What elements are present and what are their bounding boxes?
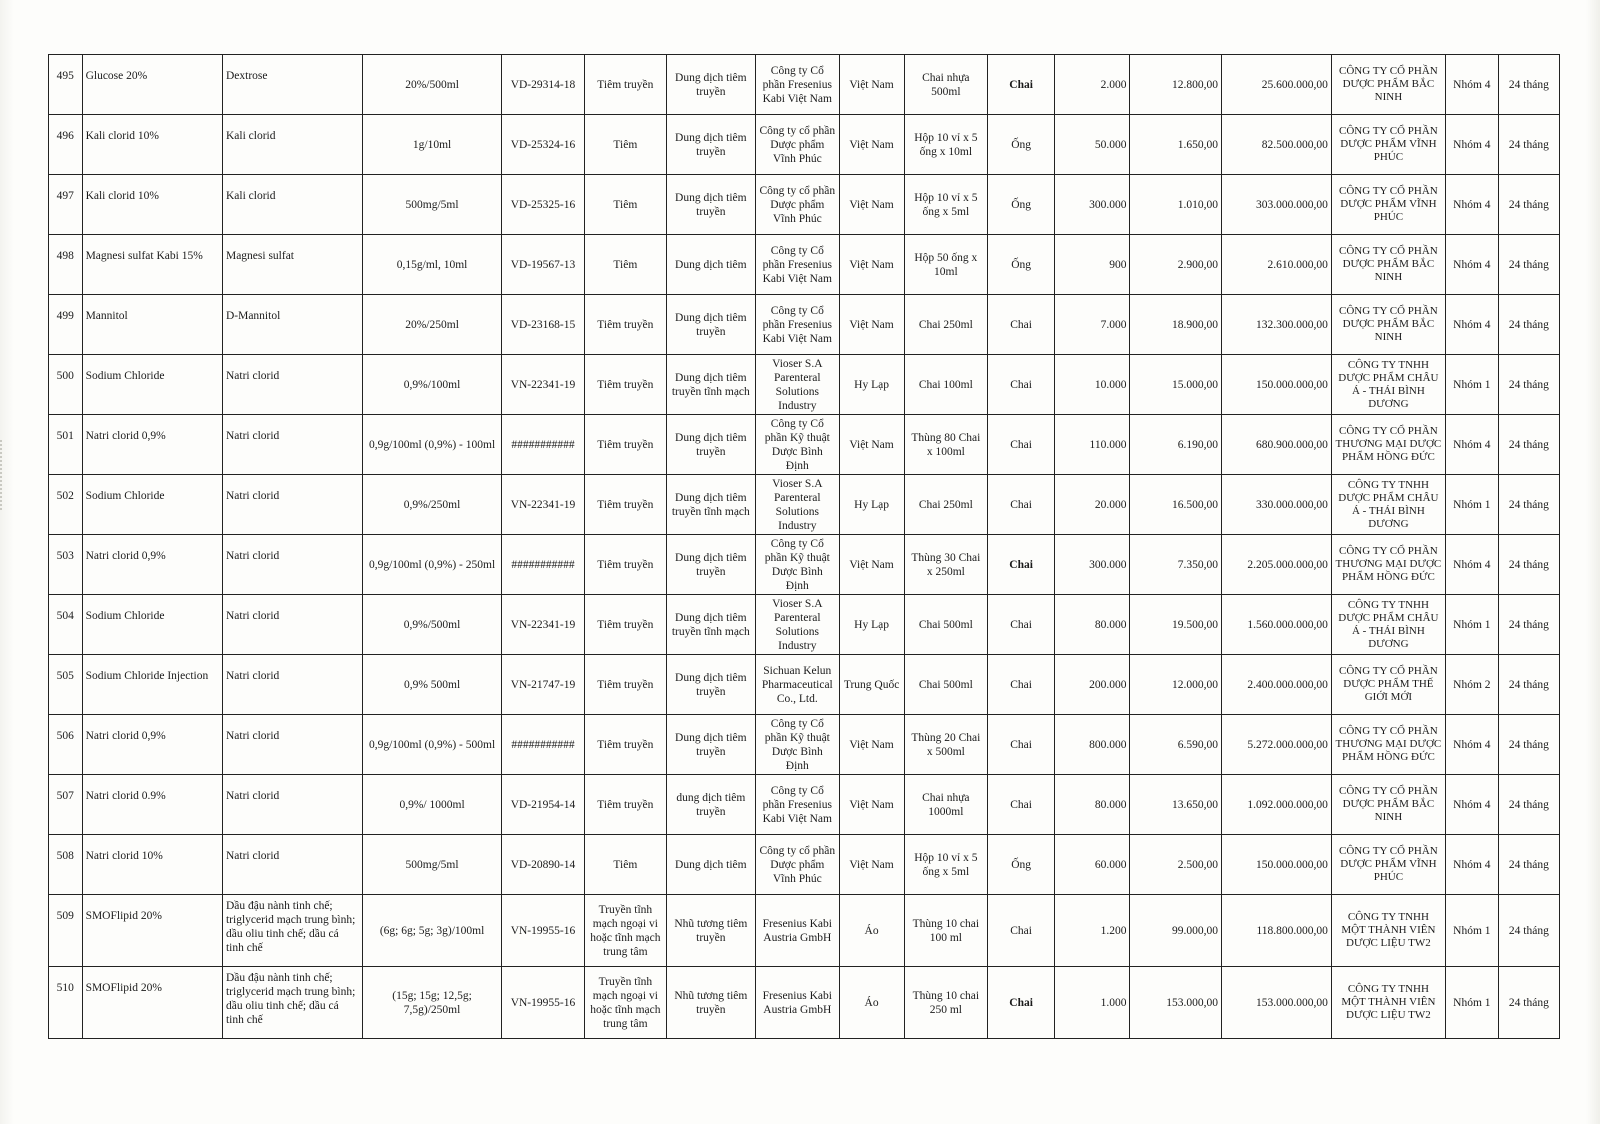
drug-name-cell: Sodium Chloride (82, 475, 222, 535)
unit-price-cell: 153.000,00 (1130, 967, 1222, 1039)
group-cell: Nhóm 4 (1445, 295, 1498, 355)
drug-name-cell: Kali clorid 10% (82, 115, 222, 175)
packaging-cell: Chai 500ml (904, 595, 987, 655)
unit-cell: Chai (988, 475, 1055, 535)
registration-number-cell: ########### (501, 415, 584, 475)
quantity-cell: 7.000 (1055, 295, 1130, 355)
unit-cell: Ống (988, 835, 1055, 895)
country-cell: Trung Quốc (839, 655, 904, 715)
registration-number-cell: VN-22341-19 (501, 475, 584, 535)
table-row (49, 295, 1560, 355)
dosage-form-cell: Dung dịch tiêm truyền tĩnh mạch (666, 355, 756, 415)
route-cell: Tiêm truyền (585, 55, 666, 115)
unit-cell: Chai (988, 55, 1055, 115)
concentration-cell: 0,9% 500ml (363, 655, 501, 715)
registration-number-cell: VN-21747-19 (501, 655, 584, 715)
total-amount-cell: 2.610.000,00 (1222, 235, 1332, 295)
quantity-cell: 1.200 (1055, 895, 1130, 967)
stt-cell: 503 (49, 535, 83, 595)
dosage-form-cell: Nhũ tương tiêm truyền (666, 895, 756, 967)
table-row (49, 835, 1560, 895)
supplier-cell: CÔNG TY CỔ PHẦN DƯỢC PHẨM BẮC NINH (1331, 775, 1445, 835)
concentration-cell: (6g; 6g; 5g; 3g)/100ml (363, 895, 501, 967)
drug-name-cell: SMOFlipid 20% (82, 967, 222, 1039)
dosage-form-cell: Dung dịch tiêm truyền tĩnh mạch (666, 475, 756, 535)
active-ingredient-cell: Natri clorid (222, 835, 362, 895)
registration-number-cell: VD-20890-14 (501, 835, 584, 895)
unit-price-cell: 6.590,00 (1130, 715, 1222, 775)
route-cell: Tiêm truyền (585, 655, 666, 715)
unit-price-cell: 12.800,00 (1130, 55, 1222, 115)
dosage-form-cell: Dung dịch tiêm truyền (666, 415, 756, 475)
drug-name-cell: Glucose 20% (82, 55, 222, 115)
unit-cell: Ống (988, 115, 1055, 175)
dosage-form-cell: Dung dịch tiêm truyền (666, 715, 756, 775)
dosage-form-cell: Dung dịch tiêm (666, 235, 756, 295)
manufacturer-cell: Vioser S.A Parenteral Solutions Industry (756, 475, 839, 535)
drug-name-cell: Natri clorid 0,9% (82, 715, 222, 775)
shelf-term-cell: 24 tháng (1498, 355, 1559, 415)
group-cell: Nhóm 4 (1445, 775, 1498, 835)
unit-price-cell: 99.000,00 (1130, 895, 1222, 967)
drug-name-cell: Sodium Chloride (82, 595, 222, 655)
drug-name-cell: Sodium Chloride Injection (82, 655, 222, 715)
unit-cell: Chai (988, 655, 1055, 715)
stt-cell: 498 (49, 235, 83, 295)
dosage-form-cell: dung dịch tiêm truyền (666, 775, 756, 835)
shelf-term-cell: 24 tháng (1498, 415, 1559, 475)
dosage-form-cell: Dung dịch tiêm (666, 835, 756, 895)
concentration-cell: 0,9%/ 1000ml (363, 775, 501, 835)
concentration-cell: 20%/250ml (363, 295, 501, 355)
quantity-cell: 2.000 (1055, 55, 1130, 115)
drug-name-cell: Natri clorid 0,9% (82, 535, 222, 595)
total-amount-cell: 153.000.000,00 (1222, 967, 1332, 1039)
unit-price-cell: 1.650,00 (1130, 115, 1222, 175)
supplier-cell: CÔNG TY CỔ PHẦN THƯƠNG MẠI DƯỢC PHẨM HỒNG ĐỨC (1331, 715, 1445, 775)
active-ingredient-cell: Dầu đậu nành tinh chế; triglycerid mạch trung bình; dầu oliu tinh chế; dầu cá tinh chế (222, 967, 362, 1039)
table-row (49, 235, 1560, 295)
shelf-term-cell: 24 tháng (1498, 835, 1559, 895)
route-cell: Tiêm truyền (585, 715, 666, 775)
supplier-cell: CÔNG TY CỔ PHẦN DƯỢC PHẨM VĨNH PHÚC (1331, 175, 1445, 235)
registration-number-cell: VN-22341-19 (501, 355, 584, 415)
packaging-cell: Hộp 10 vỉ x 5 ống x 5ml (904, 175, 987, 235)
shelf-term-cell: 24 tháng (1498, 967, 1559, 1039)
unit-price-cell: 1.010,00 (1130, 175, 1222, 235)
registration-number-cell: VN-19955-16 (501, 895, 584, 967)
packaging-cell: Chai 250ml (904, 295, 987, 355)
stt-cell: 507 (49, 775, 83, 835)
packaging-cell: Thùng 10 chai 250 ml (904, 967, 987, 1039)
registration-number-cell: ########### (501, 715, 584, 775)
supplier-cell: CÔNG TY CỔ PHẦN DƯỢC PHẨM VĨNH PHÚC (1331, 835, 1445, 895)
unit-cell: Ống (988, 175, 1055, 235)
active-ingredient-cell: Natri clorid (222, 775, 362, 835)
packaging-cell: Hộp 50 ống x 10ml (904, 235, 987, 295)
unit-cell: Chai (988, 775, 1055, 835)
unit-price-cell: 13.650,00 (1130, 775, 1222, 835)
shelf-term-cell: 24 tháng (1498, 55, 1559, 115)
concentration-cell: 0,9%/100ml (363, 355, 501, 415)
stt-cell: 501 (49, 415, 83, 475)
active-ingredient-cell: Dextrose (222, 55, 362, 115)
table-row (49, 895, 1560, 967)
group-cell: Nhóm 4 (1445, 115, 1498, 175)
drug-table-sheet (48, 54, 1560, 1039)
country-cell: Áo (839, 967, 904, 1039)
concentration-cell: 0,9g/100ml (0,9%) - 500ml (363, 715, 501, 775)
route-cell: Tiêm truyền (585, 355, 666, 415)
route-cell: Truyền tĩnh mạch ngoại vi hoặc tĩnh mạch trung tâm (585, 967, 666, 1039)
quantity-cell: 60.000 (1055, 835, 1130, 895)
manufacturer-cell: Công ty cổ phần Dược phẩm Vĩnh Phúc (756, 175, 839, 235)
packaging-cell: Thùng 80 Chai x 100ml (904, 415, 987, 475)
packaging-cell: Chai 250ml (904, 475, 987, 535)
supplier-cell: CÔNG TY CỔ PHẦN DƯỢC PHẨM VĨNH PHÚC (1331, 115, 1445, 175)
drug-name-cell: Natri clorid 0.9% (82, 775, 222, 835)
quantity-cell: 20.000 (1055, 475, 1130, 535)
country-cell: Hy Lạp (839, 355, 904, 415)
concentration-cell: 1g/10ml (363, 115, 501, 175)
drug-table (48, 54, 1560, 1039)
packaging-cell: Thùng 20 Chai x 500ml (904, 715, 987, 775)
packaging-cell: Hộp 10 vỉ x 5 ống x 10ml (904, 115, 987, 175)
country-cell: Việt Nam (839, 415, 904, 475)
concentration-cell: 0,9%/250ml (363, 475, 501, 535)
manufacturer-cell: Công ty cổ phần Dược phẩm Vĩnh Phúc (756, 115, 839, 175)
shelf-term-cell: 24 tháng (1498, 895, 1559, 967)
supplier-cell: CÔNG TY TNHH MỘT THÀNH VIÊN DƯỢC LIỆU TW2 (1331, 967, 1445, 1039)
total-amount-cell: 680.900.000,00 (1222, 415, 1332, 475)
stt-cell: 509 (49, 895, 83, 967)
supplier-cell: CÔNG TY TNHH MỘT THÀNH VIÊN DƯỢC LIỆU TW2 (1331, 895, 1445, 967)
concentration-cell: 0,9%/500ml (363, 595, 501, 655)
table-row (49, 115, 1560, 175)
country-cell: Việt Nam (839, 715, 904, 775)
total-amount-cell: 150.000.000,00 (1222, 355, 1332, 415)
manufacturer-cell: Công ty Cổ phần Kỹ thuật Dược Bình Định (756, 415, 839, 475)
shelf-term-cell: 24 tháng (1498, 475, 1559, 535)
manufacturer-cell: Fresenius Kabi Austria GmbH (756, 895, 839, 967)
red-stamp-fragment (1586, 618, 1600, 738)
concentration-cell: (15g; 15g; 12,5g; 7,5g)/250ml (363, 967, 501, 1039)
manufacturer-cell: Công ty cổ phần Dược phẩm Vĩnh Phúc (756, 835, 839, 895)
total-amount-cell: 303.000.000,00 (1222, 175, 1332, 235)
registration-number-cell: ########### (501, 535, 584, 595)
concentration-cell: 0,9g/100ml (0,9%) - 100ml (363, 415, 501, 475)
quantity-cell: 1.000 (1055, 967, 1130, 1039)
active-ingredient-cell: Natri clorid (222, 475, 362, 535)
quantity-cell: 800.000 (1055, 715, 1130, 775)
active-ingredient-cell: Dầu đậu nành tinh chế; triglycerid mạch trung bình; dầu oliu tinh chế; dầu cá tinh chế (222, 895, 362, 967)
registration-number-cell: VD-21954-14 (501, 775, 584, 835)
route-cell: Tiêm truyền (585, 535, 666, 595)
total-amount-cell: 132.300.000,00 (1222, 295, 1332, 355)
supplier-cell: CÔNG TY CỔ PHẦN THƯƠNG MẠI DƯỢC PHẨM HỒNG ĐỨC (1331, 535, 1445, 595)
table-row (49, 55, 1560, 115)
unit-cell: Chai (988, 595, 1055, 655)
group-cell: Nhóm 4 (1445, 835, 1498, 895)
route-cell: Tiêm (585, 235, 666, 295)
unit-cell: Chai (988, 355, 1055, 415)
route-cell: Tiêm (585, 175, 666, 235)
unit-price-cell: 12.000,00 (1130, 655, 1222, 715)
unit-cell: Chai (988, 895, 1055, 967)
drug-name-cell: Magnesi sulfat Kabi 15% (82, 235, 222, 295)
active-ingredient-cell: Natri clorid (222, 715, 362, 775)
supplier-cell: CÔNG TY CỔ PHẦN DƯỢC PHẨM BẮC NINH (1331, 55, 1445, 115)
quantity-cell: 300.000 (1055, 535, 1130, 595)
unit-price-cell: 18.900,00 (1130, 295, 1222, 355)
manufacturer-cell: Công ty Cổ phần Fresenius Kabi Việt Nam (756, 295, 839, 355)
shelf-term-cell: 24 tháng (1498, 115, 1559, 175)
route-cell: Tiêm (585, 115, 666, 175)
dosage-form-cell: Nhũ tương tiêm truyền (666, 967, 756, 1039)
manufacturer-cell: Vioser S.A Parenteral Solutions Industry (756, 595, 839, 655)
shelf-term-cell: 24 tháng (1498, 655, 1559, 715)
drug-name-cell: Mannitol (82, 295, 222, 355)
total-amount-cell: 1.092.000.000,00 (1222, 775, 1332, 835)
stt-cell: 506 (49, 715, 83, 775)
table-row (49, 775, 1560, 835)
group-cell: Nhóm 4 (1445, 715, 1498, 775)
group-cell: Nhóm 4 (1445, 415, 1498, 475)
dosage-form-cell: Dung dịch tiêm truyền (666, 115, 756, 175)
supplier-cell: CÔNG TY CỔ PHẦN THƯƠNG MẠI DƯỢC PHẨM HỒNG ĐỨC (1331, 415, 1445, 475)
group-cell: Nhóm 1 (1445, 355, 1498, 415)
unit-cell: Ống (988, 235, 1055, 295)
country-cell: Hy Lạp (839, 475, 904, 535)
total-amount-cell: 330.000.000,00 (1222, 475, 1332, 535)
country-cell: Áo (839, 895, 904, 967)
drug-name-cell: Natri clorid 10% (82, 835, 222, 895)
quantity-cell: 110.000 (1055, 415, 1130, 475)
dosage-form-cell: Dung dịch tiêm truyền (666, 535, 756, 595)
route-cell: Tiêm truyền (585, 475, 666, 535)
country-cell: Việt Nam (839, 835, 904, 895)
supplier-cell: CÔNG TY CỔ PHẦN DƯỢC PHẨM BẮC NINH (1331, 295, 1445, 355)
stt-cell: 497 (49, 175, 83, 235)
stt-cell: 502 (49, 475, 83, 535)
drug-name-cell: Kali clorid 10% (82, 175, 222, 235)
concentration-cell: 20%/500ml (363, 55, 501, 115)
quantity-cell: 80.000 (1055, 595, 1130, 655)
supplier-cell: CÔNG TY TNHH DƯỢC PHẨM CHÂU Á - THÁI BÌNH DƯƠNG (1331, 595, 1445, 655)
manufacturer-cell: Fresenius Kabi Austria GmbH (756, 967, 839, 1039)
shelf-term-cell: 24 tháng (1498, 295, 1559, 355)
active-ingredient-cell: Natri clorid (222, 415, 362, 475)
packaging-cell: Chai 100ml (904, 355, 987, 415)
unit-cell: Chai (988, 715, 1055, 775)
group-cell: Nhóm 4 (1445, 235, 1498, 295)
supplier-cell: CÔNG TY CỔ PHẦN DƯỢC PHẨM THẾ GIỚI MỚI (1331, 655, 1445, 715)
supplier-cell: CÔNG TY TNHH DƯỢC PHẨM CHÂU Á - THÁI BÌNH DƯƠNG (1331, 355, 1445, 415)
unit-price-cell: 6.190,00 (1130, 415, 1222, 475)
route-cell: Tiêm truyền (585, 295, 666, 355)
concentration-cell: 500mg/5ml (363, 835, 501, 895)
stt-cell: 504 (49, 595, 83, 655)
active-ingredient-cell: Natri clorid (222, 655, 362, 715)
dosage-form-cell: Dung dịch tiêm truyền (666, 55, 756, 115)
dosage-form-cell: Dung dịch tiêm truyền tĩnh mạch (666, 595, 756, 655)
country-cell: Việt Nam (839, 55, 904, 115)
total-amount-cell: 25.600.000,00 (1222, 55, 1332, 115)
unit-price-cell: 19.500,00 (1130, 595, 1222, 655)
packaging-cell: Hộp 10 vỉ x 5 ống x 5ml (904, 835, 987, 895)
group-cell: Nhóm 1 (1445, 895, 1498, 967)
manufacturer-cell: Vioser S.A Parenteral Solutions Industry (756, 355, 839, 415)
supplier-cell: CÔNG TY TNHH DƯỢC PHẨM CHÂU Á - THÁI BÌNH DƯƠNG (1331, 475, 1445, 535)
packaging-cell: Thùng 10 chai 100 ml (904, 895, 987, 967)
manufacturer-cell: Công ty Cổ phần Fresenius Kabi Việt Nam (756, 775, 839, 835)
concentration-cell: 0,9g/100ml (0,9%) - 250ml (363, 535, 501, 595)
unit-price-cell: 2.500,00 (1130, 835, 1222, 895)
manufacturer-cell: Sichuan Kelun Pharmaceutical Co., Ltd. (756, 655, 839, 715)
manufacturer-cell: Công ty Cổ phần Fresenius Kabi Việt Nam (756, 55, 839, 115)
country-cell: Việt Nam (839, 115, 904, 175)
shelf-term-cell: 24 tháng (1498, 175, 1559, 235)
unit-price-cell: 7.350,00 (1130, 535, 1222, 595)
unit-price-cell: 15.000,00 (1130, 355, 1222, 415)
stt-cell: 499 (49, 295, 83, 355)
group-cell: Nhóm 4 (1445, 535, 1498, 595)
unit-cell: Chai (988, 295, 1055, 355)
stt-cell: 510 (49, 967, 83, 1039)
stt-cell: 495 (49, 55, 83, 115)
registration-number-cell: VD-29314-18 (501, 55, 584, 115)
packaging-cell: Chai 500ml (904, 655, 987, 715)
total-amount-cell: 82.500.000,00 (1222, 115, 1332, 175)
manufacturer-cell: Công ty Cổ phần Kỹ thuật Dược Bình Định (756, 715, 839, 775)
active-ingredient-cell: Natri clorid (222, 595, 362, 655)
drug-name-cell: SMOFlipid 20% (82, 895, 222, 967)
table-row (49, 967, 1560, 1039)
country-cell: Việt Nam (839, 295, 904, 355)
group-cell: Nhóm 4 (1445, 55, 1498, 115)
group-cell: Nhóm 2 (1445, 655, 1498, 715)
packaging-cell: Chai nhựa 1000ml (904, 775, 987, 835)
stt-cell: 496 (49, 115, 83, 175)
dosage-form-cell: Dung dịch tiêm truyền (666, 295, 756, 355)
table-row (49, 475, 1560, 535)
quantity-cell: 900 (1055, 235, 1130, 295)
quantity-cell: 10.000 (1055, 355, 1130, 415)
quantity-cell: 50.000 (1055, 115, 1130, 175)
registration-number-cell: VN-22341-19 (501, 595, 584, 655)
unit-cell: Chai (988, 535, 1055, 595)
route-cell: Tiêm truyền (585, 595, 666, 655)
stt-cell: 500 (49, 355, 83, 415)
active-ingredient-cell: Natri clorid (222, 535, 362, 595)
drug-name-cell: Sodium Chloride (82, 355, 222, 415)
group-cell: Nhóm 4 (1445, 175, 1498, 235)
active-ingredient-cell: D-Mannitol (222, 295, 362, 355)
dosage-form-cell: Dung dịch tiêm truyền (666, 655, 756, 715)
registration-number-cell: VD-25325-16 (501, 175, 584, 235)
total-amount-cell: 2.400.000.000,00 (1222, 655, 1332, 715)
packaging-cell: Thùng 30 Chai x 250ml (904, 535, 987, 595)
unit-cell: Chai (988, 967, 1055, 1039)
active-ingredient-cell: Kali clorid (222, 175, 362, 235)
shelf-term-cell: 24 tháng (1498, 235, 1559, 295)
country-cell: Việt Nam (839, 535, 904, 595)
unit-price-cell: 2.900,00 (1130, 235, 1222, 295)
concentration-cell: 0,15g/ml, 10ml (363, 235, 501, 295)
registration-number-cell: VD-19567-13 (501, 235, 584, 295)
quantity-cell: 200.000 (1055, 655, 1130, 715)
route-cell: Tiêm truyền (585, 415, 666, 475)
drug-name-cell: Natri clorid 0,9% (82, 415, 222, 475)
table-row (49, 655, 1560, 715)
supplier-cell: CÔNG TY CỔ PHẦN DƯỢC PHẨM BẮC NINH (1331, 235, 1445, 295)
group-cell: Nhóm 1 (1445, 475, 1498, 535)
total-amount-cell: 2.205.000.000,00 (1222, 535, 1332, 595)
stt-cell: 505 (49, 655, 83, 715)
concentration-cell: 500mg/5ml (363, 175, 501, 235)
scan-edge-mark (0, 440, 10, 510)
table-row (49, 715, 1560, 775)
active-ingredient-cell: Magnesi sulfat (222, 235, 362, 295)
country-cell: Hy Lạp (839, 595, 904, 655)
group-cell: Nhóm 1 (1445, 967, 1498, 1039)
table-row (49, 595, 1560, 655)
table-row (49, 175, 1560, 235)
packaging-cell: Chai nhựa 500ml (904, 55, 987, 115)
stt-cell: 508 (49, 835, 83, 895)
total-amount-cell: 118.800.000,00 (1222, 895, 1332, 967)
registration-number-cell: VD-25324-16 (501, 115, 584, 175)
total-amount-cell: 5.272.000.000,00 (1222, 715, 1332, 775)
group-cell: Nhóm 1 (1445, 595, 1498, 655)
table-body (49, 55, 1560, 1039)
manufacturer-cell: Công ty Cổ phần Fresenius Kabi Việt Nam (756, 235, 839, 295)
quantity-cell: 80.000 (1055, 775, 1130, 835)
shelf-term-cell: 24 tháng (1498, 535, 1559, 595)
route-cell: Tiêm (585, 835, 666, 895)
shelf-term-cell: 24 tháng (1498, 595, 1559, 655)
country-cell: Việt Nam (839, 175, 904, 235)
country-cell: Việt Nam (839, 235, 904, 295)
country-cell: Việt Nam (839, 775, 904, 835)
shelf-term-cell: 24 tháng (1498, 715, 1559, 775)
dosage-form-cell: Dung dịch tiêm truyền (666, 175, 756, 235)
manufacturer-cell: Công ty Cổ phần Kỹ thuật Dược Bình Định (756, 535, 839, 595)
total-amount-cell: 1.560.000.000,00 (1222, 595, 1332, 655)
unit-price-cell: 16.500,00 (1130, 475, 1222, 535)
unit-cell: Chai (988, 415, 1055, 475)
route-cell: Tiêm truyền (585, 775, 666, 835)
route-cell: Truyền tĩnh mạch ngoại vi hoặc tĩnh mạch trung tâm (585, 895, 666, 967)
active-ingredient-cell: Kali clorid (222, 115, 362, 175)
registration-number-cell: VN-19955-16 (501, 967, 584, 1039)
registration-number-cell: VD-23168-15 (501, 295, 584, 355)
table-row (49, 415, 1560, 475)
total-amount-cell: 150.000.000,00 (1222, 835, 1332, 895)
table-row (49, 535, 1560, 595)
shelf-term-cell: 24 tháng (1498, 775, 1559, 835)
active-ingredient-cell: Natri clorid (222, 355, 362, 415)
quantity-cell: 300.000 (1055, 175, 1130, 235)
table-row (49, 355, 1560, 415)
